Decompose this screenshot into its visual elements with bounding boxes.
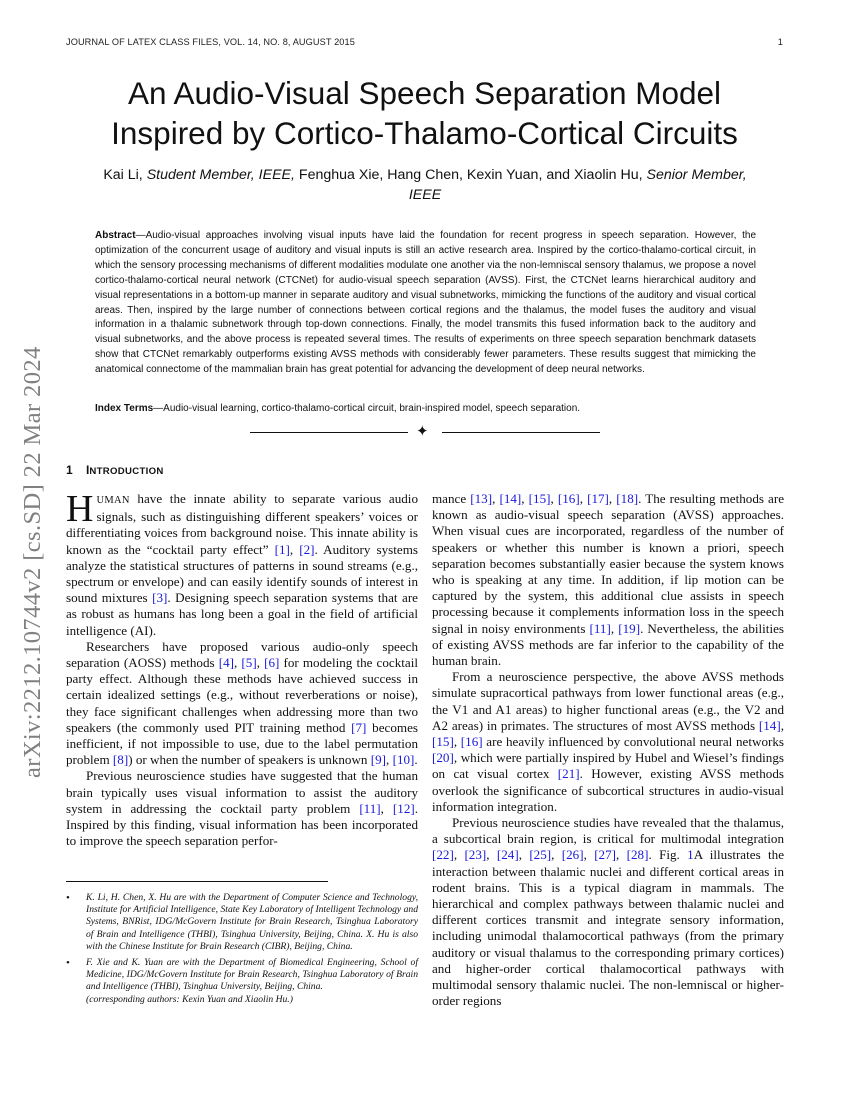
citation-link[interactable]: [24] xyxy=(496,847,519,863)
smallcaps-lead: UMAN xyxy=(96,495,130,506)
citation-link[interactable]: [16] xyxy=(460,734,483,750)
citation-link[interactable]: [20] xyxy=(432,750,454,766)
text-run: , xyxy=(234,655,242,671)
text-run: , xyxy=(453,847,465,863)
bullet-icon: • xyxy=(66,892,70,904)
index-terms-text: —Audio-visual learning, cortico-thalamo-cortical circuit, brain-inspired model, speech separation. xyxy=(153,403,581,414)
text-run: . Nevertheless, the abilities of existing AVSS methods are far inferior to the capability of the human brain. xyxy=(432,620,784,669)
text-run: Researchers have proposed various audio-only speech separation (AOSS) methods xyxy=(66,638,418,671)
text-run: , xyxy=(550,491,558,506)
text-run: , xyxy=(380,800,393,816)
citation-link[interactable]: [14] xyxy=(758,717,781,733)
author-1-role: Student Member, IEEE, xyxy=(146,167,295,183)
paragraph xyxy=(432,491,784,669)
running-header xyxy=(66,37,783,47)
footnote-text: K. Li, H. Chen, X. Hu are with the Department of Computer Science and Technology, Institute for Artificial Intelligence, State Key Laboratory of Intelligent Technology and Systems, BNRist, IDG/McGovern Institute for Brain Research, Tsinghua Laboratory of Brain and Intelligence (THBI), Tsinghua University, Beijing, China. X. Hu is also with the Chinese Institute for Brain Research (CIBR), Beijing, China. xyxy=(86,892,418,952)
text-run: are heavily influenced by convolutional neural networks xyxy=(482,734,785,750)
text-run: , xyxy=(610,620,619,636)
page-number: 1 xyxy=(777,37,783,47)
figure-link[interactable]: 1 xyxy=(687,847,694,863)
text-run: Previous neuroscience studies have revealed that the thalamus, a subcortical brain region, is critical for multimodal integration xyxy=(432,815,784,847)
text-run: , xyxy=(608,491,617,506)
title-line-2: Inspired by Cortico-Thalamo-Cortical Circuits xyxy=(111,115,738,151)
citation-link[interactable]: [28] xyxy=(626,847,649,863)
footnote-text: F. Xie and K. Yuan are with the Department of Biomedical Engineering, School of Medicine, IDG/McGovern Institute for Brain Research, Tsinghua Laboratory of Brain and Intelligence (THBI), Tsinghua University, Beijing, China. xyxy=(86,957,418,993)
abstract xyxy=(95,229,756,378)
citation-link[interactable]: [3] xyxy=(152,590,168,606)
citation-link[interactable]: [16] xyxy=(557,491,580,506)
citation-link[interactable]: [4] xyxy=(218,655,235,671)
citation-link[interactable]: [15] xyxy=(432,734,454,750)
text-run: Previous neuroscience studies have suggested that the human brain typically uses visual information to assist the auditory system in addressing the cocktail party problem xyxy=(66,768,418,816)
bullet-icon: • xyxy=(66,957,70,970)
citation-link[interactable]: [21] xyxy=(557,766,580,782)
drop-cap: H xyxy=(66,488,94,530)
arxiv-watermark: arXiv:2212.10744v2 [cs.SD] 22 Mar 2024 xyxy=(19,346,46,778)
text-run: mance xyxy=(432,491,471,506)
footnote xyxy=(66,892,418,953)
citation-link[interactable]: [13] xyxy=(470,491,493,506)
text-run: for modeling the cocktail party effect. Although these methods have achieved success in certain idealized settings (e.g., without reverberations or noise), they face significant challenges when addressing more than two speakers (the commonly used PIT training method xyxy=(66,655,418,735)
citation-link[interactable]: [25] xyxy=(529,847,552,863)
paragraph xyxy=(66,639,418,769)
citation-link[interactable]: [6] xyxy=(264,655,280,671)
text-run: . Inspired by this finding, visual information has been incorporated to improve the speech separation perfor- xyxy=(66,800,419,849)
author-list xyxy=(100,166,750,205)
index-terms-label: Index Terms xyxy=(95,403,154,414)
text-run: , xyxy=(256,655,265,671)
text-run: From a neuroscience perspective, the above AVSS methods simulate supracortical pathways from lower functional areas (e.g., the V1 and A1 areas) to higher functional areas (e.g., the V2 and A2 areas) in primates. The structures of most AVSS methods xyxy=(432,669,784,733)
text-run: , xyxy=(289,541,300,557)
citation-link[interactable]: [15] xyxy=(528,491,551,506)
section-separator xyxy=(250,422,600,440)
citation-link[interactable]: [23] xyxy=(464,847,487,863)
citation-link[interactable]: [11] xyxy=(359,800,381,816)
citation-link[interactable]: [26] xyxy=(561,847,584,863)
text-run: . Fig. xyxy=(648,847,688,863)
text-run: . The resulting methods are known as audio-visual speech separation (AVSS) approaches. When visual cues are incorporated, regardless of the number of speakers or whether this number is known a priori, speech separation becomes substantially easier because the system knows who is speaking at any time. In addition, if lip motion can be captured by the system, this additional clue assists in speech processing because it complements information loss in the speech signal in noisy environments xyxy=(432,491,785,636)
text-run: , xyxy=(521,491,529,506)
text-run: . xyxy=(414,752,418,768)
citation-link[interactable]: [19] xyxy=(618,620,641,636)
author-1: Kai Li, xyxy=(103,167,143,183)
citation-link[interactable]: [12] xyxy=(392,800,415,816)
text-run: , xyxy=(583,847,595,863)
text-run: A illustrates the interaction between thalamic nuclei and different cortical areas in rodent brains. This is a typical diagram in mammals. The hierarchical and complex pathways between thalamic nuclei and different cortices transmit and integrate sensory information, including unimodal thalamocortical pathways (from the primary auditory or visual thalamus to the corresponding primary cortices) and higher-order cortical thalamocortical pathways with multimodal sensory thalamic nuclei. The non-lemniscal or higher-order regions xyxy=(432,847,784,1009)
citation-link[interactable]: [10] xyxy=(392,752,415,768)
text-run: , xyxy=(616,847,627,863)
citation-link[interactable]: [14] xyxy=(499,491,522,506)
text-run: have the innate ability to separate various audio signals, such as distinguishing different speakers’ voices or differentiating voices from background noise. This innate ability is known as the “cocktail party effect” xyxy=(66,491,418,557)
section-title-rest: NTRODUCTION xyxy=(89,466,164,477)
text-run: , xyxy=(780,717,784,733)
paragraph xyxy=(432,669,784,815)
citation-link[interactable]: [8] xyxy=(112,752,129,768)
citation-link[interactable]: [27] xyxy=(594,847,617,863)
paper-title xyxy=(66,73,783,153)
text-run: . Designing speech separation systems that are as robust as humans has long been a goal in the field of artificial intelligence (AI). xyxy=(66,590,418,638)
citation-link[interactable]: [7] xyxy=(351,719,367,735)
text-run: , xyxy=(386,752,393,768)
text-run: , xyxy=(551,847,562,863)
other-authors: Fenghua Xie, Hang Chen, Kexin Yuan, and Xiaolin Hu, xyxy=(298,167,643,183)
abstract-text: —Audio-visual approaches involving visual inputs have laid the foundation for recent progress in speech separation. However, the optimization of the concurrent usage of auditory and visual inputs is still an active research area. Inspired by the cortico-thalamo-cortical circuit, in which the sensory processing mechanisms of different modalities modulate one another via the non-lemniscal sensory thalamus, we propose a novel cortico-thalamo-cortical neural network (CTCNet) for audio-visual speech separation (AVSS). First, the CTCNet learns hierarchical auditory and visual representations in a bottom-up manner in separate auditory and visual subnetworks, mimicking the functions of the auditory and visual cortical areas. Then, inspired by the large number of connections between cortical regions and the thalamus, the model fuses the auditory and visual information in a thalamic subnetwork through top-down connections. Finally, the model transmits this fused information back to the auditory and visual subnetworks, and the above process is repeated several times. The results of experiments on three speech separation benchmark datasets show that CTCNet remarkably outperforms existing AVSS methods with considerably fewer parameters. These results suggest that mimicking the anatomical connectome of the mammalian brain has great potential for advancing the development of deep neural networks. xyxy=(95,230,756,376)
citation-link[interactable]: [5] xyxy=(241,655,257,671)
citation-link[interactable]: [2] xyxy=(299,541,315,557)
section-number: 1 xyxy=(66,463,73,477)
title-line-1: An Audio-Visual Speech Separation Model xyxy=(127,75,722,111)
footnotes xyxy=(66,892,418,1010)
paragraph xyxy=(66,768,418,849)
text-run: , xyxy=(518,847,530,863)
citation-link[interactable]: [17] xyxy=(587,491,609,506)
text-run: , which were partially inspired by Hubel and Wiesel’s findings on cat visual cortex xyxy=(432,750,784,782)
citation-link[interactable]: [11] xyxy=(589,620,611,636)
text-run: , xyxy=(453,734,461,750)
citation-link[interactable]: [18] xyxy=(616,491,639,506)
index-terms xyxy=(95,402,756,417)
citation-link[interactable]: [1] xyxy=(274,541,290,557)
corresponding-authors-note: (corresponding authors: Kexin Yuan and Xiaolin Hu.) xyxy=(86,993,293,1005)
text-run: . However, existing AVSS methods overlook the significance of subcortical structures in audio-visual information integration. xyxy=(432,766,784,814)
paragraph xyxy=(432,815,784,1009)
citation-link[interactable]: [22] xyxy=(432,847,454,863)
section-title-initial: I xyxy=(86,463,90,477)
abstract-label: Abstract xyxy=(95,230,136,241)
footnote-rule xyxy=(66,881,328,882)
text-run: becomes inefficient, if not impossible to use, due to the label permutation problem xyxy=(66,719,418,768)
text-run: , xyxy=(486,847,497,863)
left-column xyxy=(66,488,419,849)
separator-line-right xyxy=(442,432,600,433)
separator-diamond-icon: ✦ xyxy=(416,422,429,440)
journal-name: JOURNAL OF LATEX CLASS FILES, VOL. 14, NO. 8, AUGUST 2015 xyxy=(66,37,355,47)
last-author-role: Senior Member, IEEE xyxy=(408,167,747,203)
paragraph xyxy=(66,488,418,639)
text-run: , xyxy=(492,491,500,506)
citation-link[interactable]: [9] xyxy=(370,752,387,768)
text-run: , xyxy=(579,491,588,506)
text-run: ) or when the number of speakers is unknown xyxy=(128,752,371,768)
footnote xyxy=(66,957,418,1006)
right-column xyxy=(432,491,784,1010)
text-run: . Auditory systems analyze the statistical structures of patterns in sound streams (e.g., spectrum or envelope) and can easily identify sounds of interest in sound mixtures xyxy=(66,541,418,606)
separator-line-left xyxy=(250,432,408,433)
section-heading xyxy=(66,463,164,477)
